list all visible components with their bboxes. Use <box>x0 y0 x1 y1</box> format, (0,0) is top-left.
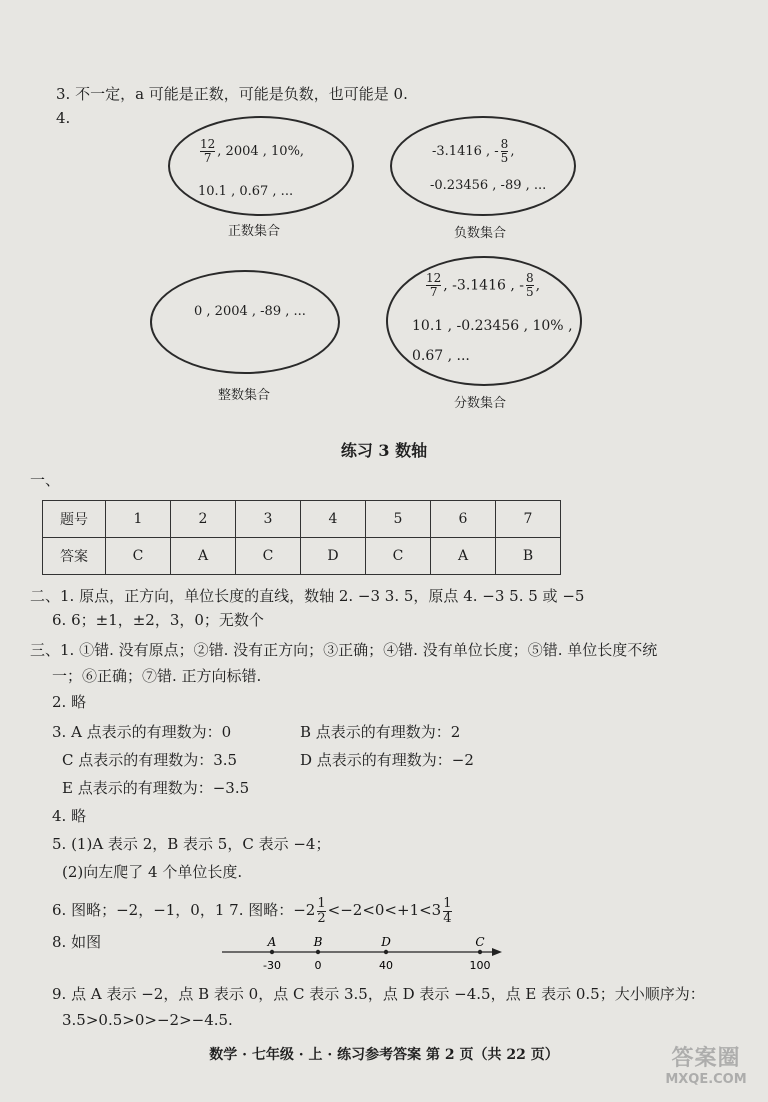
integer-set-label: 整数集合 <box>218 388 271 403</box>
part3-q8: 8. 如图 <box>52 933 102 951</box>
page-footer: 数学 · 七年级 · 上 · 练习参考答案 第 2 页（共 22 页） <box>209 1047 559 1063</box>
table-cell: 3 <box>236 501 301 538</box>
integer-set-line1: 0 , 2004 , -89 , ... <box>194 304 306 319</box>
number-line-point <box>316 950 320 954</box>
section-title: 练习 3 数轴 <box>340 441 428 460</box>
part3-q5-b: (2)向左爬了 4 个单位长度. <box>62 863 243 881</box>
number-line-value: 0 <box>314 959 322 972</box>
part3-q2: 2. 略 <box>52 693 87 711</box>
part2-line2: 6. 6；±1，±2，3，0；无数个 <box>52 611 264 629</box>
fraction-set-line1: $\frac{12}{7}$ , -3.1416 , - $\frac{8}{5}$ , <box>426 271 541 299</box>
table-cell: A <box>171 538 236 575</box>
number-line-figure <box>218 932 508 974</box>
arrow-right-icon <box>492 948 502 956</box>
q4-label: 4. <box>56 109 71 127</box>
part3-q4: 4. 略 <box>52 807 87 825</box>
negative-set-label: 负数集合 <box>454 226 507 241</box>
table-cell: 答案 <box>43 538 106 575</box>
table-cell: 6 <box>431 501 496 538</box>
negative-set-line2: -0.23456 , -89 , ... <box>430 178 547 193</box>
fraction-set-line3: 0.67 , ... <box>412 348 470 364</box>
part3-q9-a: 9. 点 A 表示 −2，点 B 表示 0，点 C 表示 3.5，点 D 表示 −4.5，点 E 表示 0.5；大小顺序为： <box>52 985 705 1003</box>
table-cell: 题号 <box>43 501 106 538</box>
part1-label: 一、 <box>30 471 61 489</box>
q3-answer: 3. 不一定，a 可能是正数，可能是负数，也可能是 0. <box>56 85 408 103</box>
number-line-letter: A <box>267 935 277 949</box>
part3-q3-c: C 点表示的有理数为：3.5 <box>62 751 238 769</box>
negative-set-ellipse <box>390 116 576 216</box>
part3-q3-b: B 点表示的有理数为：2 <box>300 723 461 741</box>
number-line-value: 40 <box>379 959 393 972</box>
part3-q3-a: 3. A 点表示的有理数为：0 <box>52 723 232 741</box>
table-row <box>43 538 561 575</box>
table-cell: 1 <box>106 501 171 538</box>
number-line-letter: D <box>381 935 391 949</box>
fraction-12-7: $\frac{12}{7}$ <box>200 137 216 165</box>
table-row <box>43 501 561 538</box>
number-line-letter: C <box>475 935 485 949</box>
table-cell: A <box>431 538 496 575</box>
part3-q3-e: E 点表示的有理数为：−3.5 <box>62 779 250 797</box>
number-line-value: 100 <box>469 959 491 972</box>
table-cell: 7 <box>496 501 561 538</box>
table-cell: D <box>301 538 366 575</box>
table-cell: B <box>496 538 561 575</box>
table-cell: 4 <box>301 501 366 538</box>
part3-q6-q7: 6. 图略；−2，−1，0，1 7. 图略：−2 $\frac{1}{2}$ <−2<0<+1<3 $\frac{1}{4}$ <box>52 895 452 926</box>
table-cell: C <box>236 538 301 575</box>
table-cell: 5 <box>366 501 431 538</box>
part2-line1: 二、1. 原点，正方向，单位长度的直线，数轴 2. −3 3. 5，原点 4. −3 5. 5 或 −5 <box>30 587 585 605</box>
positive-set-line2: 10.1 , 0.67 , ... <box>198 184 294 199</box>
part3-line2: 一；⑥正确；⑦错. 正方向标错. <box>52 667 262 685</box>
part3-q3-d: D 点表示的有理数为：−2 <box>300 751 474 769</box>
part3-q5-a: 5. (1)A 表示 2，B 表示 5，C 表示 −4； <box>52 835 331 853</box>
fraction-set-label: 分数集合 <box>454 396 507 411</box>
positive-set-label: 正数集合 <box>228 224 281 239</box>
table-cell: 2 <box>171 501 236 538</box>
fraction-8-5: $\frac{8}{5}$ <box>500 137 509 165</box>
fraction-1-2: $\frac{1}{2}$ <box>317 895 326 926</box>
answer-table <box>42 500 561 575</box>
positive-set-line1: $\frac{12}{7}$ , 2004 , 10%, <box>200 137 305 165</box>
table-cell: C <box>366 538 431 575</box>
table-cell: C <box>106 538 171 575</box>
fraction-12-7: $\frac{12}{7}$ <box>426 271 442 299</box>
part3-q9-b: 3.5>0.5>0>−2>−4.5. <box>62 1011 233 1029</box>
number-line-value: -30 <box>263 959 281 972</box>
integer-set-ellipse <box>150 270 340 374</box>
number-line-point <box>270 950 274 954</box>
fraction-set-line2: 10.1 , -0.23456 , 10% , <box>412 318 573 334</box>
number-line-point <box>478 950 482 954</box>
negative-set-line1: -3.1416 , - $\frac{8}{5}$ , <box>432 137 515 165</box>
number-line-letter: B <box>313 935 323 949</box>
part3-line1: 三、1. ①错. 没有原点；②错. 没有正方向；③正确；④错. 没有单位长度；⑤错. 单位长度不统 <box>30 641 658 659</box>
fraction-1-4: $\frac{1}{4}$ <box>443 895 452 926</box>
number-line-point <box>384 950 388 954</box>
fraction-8-5: $\frac{8}{5}$ <box>525 271 534 299</box>
site-watermark-logo: 答案圈 MXQE.COM <box>665 1046 747 1087</box>
